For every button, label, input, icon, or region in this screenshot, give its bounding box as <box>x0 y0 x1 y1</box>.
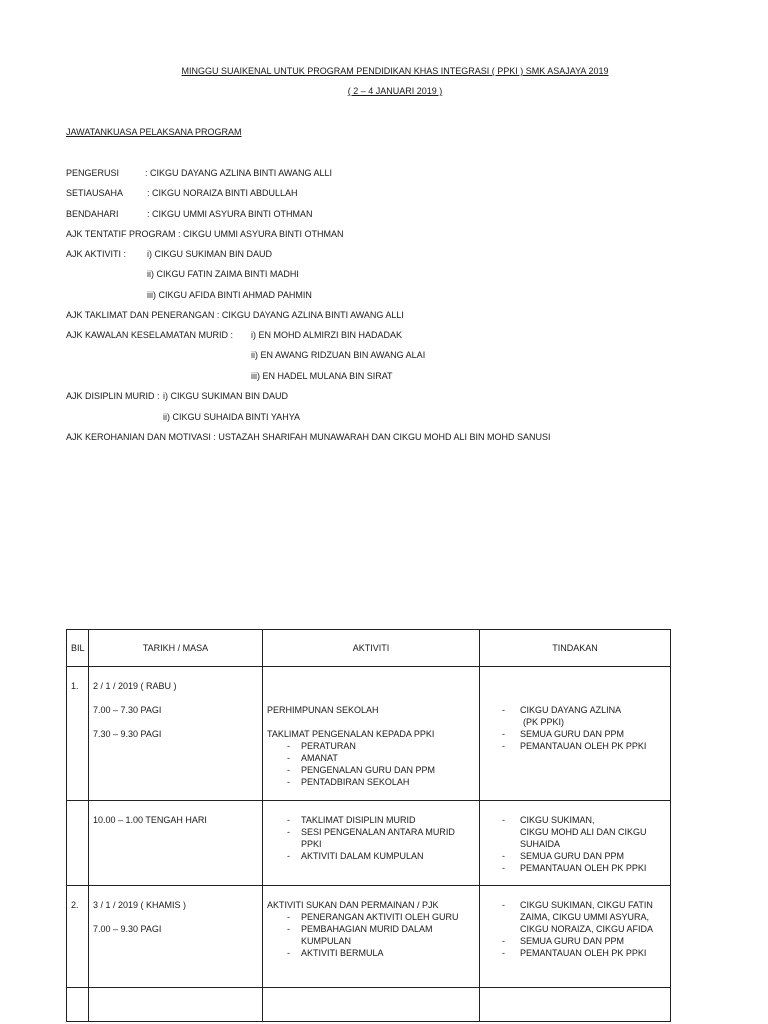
cell-tindakan <box>480 667 671 801</box>
row1-time2: 7.30 – 9.30 PAGI <box>93 729 162 739</box>
pengerusi-label: PENGERUSI <box>66 168 120 178</box>
list-item: - PEMANTAUAN OLEH PK PPKI <box>484 947 666 959</box>
list-item: - AMANAT <box>267 752 475 764</box>
kerohanian-line: AJK KEROHANIAN DAN MOTIVASI : USTAZAH SHARIFAH MUNAWARAH DAN CIKGU MOHD ALI BIN MOHD SANUSI <box>66 432 551 442</box>
row3-date: 3 / 1 / 2019 ( KHAMIS ) <box>93 900 187 910</box>
cell-tarikh <box>89 988 263 1022</box>
list-item: - PEMANTAUAN OLEH PK PPKI <box>484 740 666 752</box>
row1-date: 2 / 1 / 2019 ( RABU ) <box>93 681 177 691</box>
table-row <box>67 801 671 886</box>
aktiviti-member-2: ii) CIKGU FATIN ZAIMA BINTI MADHI <box>147 269 299 279</box>
table-header-row <box>67 630 671 667</box>
list-item: - TAKLIMAT DISIPLIN MURID <box>267 814 475 826</box>
kawalan-member-1: i) EN MOHD ALMIRZI BIN HADADAK <box>251 330 403 340</box>
row1-act-list <box>267 740 475 788</box>
disiplin-label: AJK DISIPLIN MURID : <box>66 391 160 401</box>
table-row <box>67 886 671 988</box>
row2-act-list <box>267 814 475 862</box>
kawalan-member-3: iii) EN HADEL MULANA BIN SIRAT <box>251 371 393 381</box>
row3-tin1b: ZAIMA, CIKGU UMMI ASYURA, <box>520 912 650 922</box>
cell-bil: 1. <box>67 667 89 801</box>
cell-bil <box>67 801 89 886</box>
bendahari-value: : CIKGU UMMI ASYURA BINTI OTHMAN <box>147 209 313 219</box>
cell-aktiviti <box>263 886 480 988</box>
header-tarikh: TARIKH / MASA <box>89 630 263 667</box>
kawalan-member-2: ii) EN AWANG RIDZUAN BIN AWANG ALAI <box>251 350 426 360</box>
taklimat-line: AJK TAKLIMAT DAN PENERANGAN : CIKGU DAYANG AZLINA BINTI AWANG ALLI <box>66 310 404 320</box>
row3-act2b: KUMPULAN <box>301 936 352 946</box>
tentatif-line: AJK TENTATIF PROGRAM : CIKGU UMMI ASYURA BINTI OTHMAN <box>66 229 344 239</box>
committee-heading: JAWATANKUASA PELAKSANA PROGRAM <box>66 127 242 137</box>
cell-tarikh <box>89 801 263 886</box>
row2-tin1b: CIKGU MOHD ALI DAN CIKGU <box>520 827 647 837</box>
kawalan-label: AJK KAWALAN KESELAMATAN MURID : <box>66 330 234 340</box>
table-row <box>67 988 671 1022</box>
cell-tindakan <box>480 801 671 886</box>
row3-tin-list-2 <box>484 935 666 959</box>
cell-tarikh <box>89 886 263 988</box>
row1-act2: TAKLIMAT PENGENALAN KEPADA PPKI <box>267 729 435 739</box>
list-item: - SEMUA GURU DAN PPM <box>484 850 666 862</box>
cell-tarikh <box>89 667 263 801</box>
row2-time: 10.00 – 1.00 TENGAH HARI <box>93 815 207 825</box>
table-row <box>67 667 671 801</box>
row2-tin-list <box>484 814 666 826</box>
row2-tin-list-2 <box>484 850 666 874</box>
list-item: - PENGENALAN GURU DAN PPM <box>267 764 475 776</box>
list-item: - PERATURAN <box>267 740 475 752</box>
row3-tin-list <box>484 899 666 911</box>
setiausaha-label: SETIAUSAHA <box>66 188 124 198</box>
cell-aktiviti <box>263 988 480 1022</box>
row1-tin1b: (PK PPKI) <box>523 717 565 727</box>
pengerusi-value: : CIKGU DAYANG AZLINA BINTI AWANG ALLI <box>145 168 333 178</box>
aktiviti-member-3: iii) CIKGU AFIDA BINTI AHMAD PAHMIN <box>147 290 312 300</box>
list-item: - SEMUA GURU DAN PPM <box>484 935 666 947</box>
list-item: - AKTIVITI DALAM KUMPULAN <box>267 850 475 862</box>
bendahari-label: BENDAHARI <box>66 209 119 219</box>
aktiviti-label: AJK AKTIVITI : <box>66 249 127 259</box>
row3-act-list-2 <box>267 947 475 959</box>
list-item: - PEMBAHAGIAN MURID DALAM <box>267 923 475 935</box>
row3-act-list <box>267 911 475 935</box>
row1-act1: PERHIMPUNAN SEKOLAH <box>267 705 379 715</box>
cell-aktiviti <box>263 801 480 886</box>
row1-tin-list <box>484 704 666 716</box>
list-item: - PENERANGAN AKTIVITI OLEH GURU <box>267 911 475 923</box>
row1-time1: 7.00 – 7.30 PAGI <box>93 705 162 715</box>
list-item: - SEMUA GURU DAN PPM <box>484 728 666 740</box>
setiausaha-value: : CIKGU NORAIZA BINTI ABDULLAH <box>147 188 298 198</box>
row3-act-head: AKTIVITI SUKAN DAN PERMAINAN / PJK <box>267 900 439 910</box>
row3-time: 7.00 – 9.30 PAGI <box>93 924 162 934</box>
cell-tindakan <box>480 886 671 988</box>
document-dates: ( 2 – 4 JANUARI 2019 ) <box>347 86 443 96</box>
header-bil: BIL <box>67 630 89 667</box>
header-tindakan: TINDAKAN <box>480 630 671 667</box>
row3-tin1c: CIKGU NORAIZA, CIKGU AFIDA <box>520 924 654 934</box>
cell-bil <box>67 988 89 1022</box>
list-item: - AKTIVITI BERMULA <box>267 947 475 959</box>
row1-tin-list-2 <box>484 728 666 752</box>
disiplin-member-2: ii) CIKGU SUHAIDA BINTI YAHYA <box>163 412 301 422</box>
list-item: - SESI PENGENALAN ANTARA MURID PPKI <box>267 826 475 850</box>
list-item: - CIKGU DAYANG AZLINA <box>484 704 666 716</box>
list-item: - PENTADBIRAN SEKOLAH <box>267 776 475 788</box>
list-item: - PEMANTAUAN OLEH PK PPKI <box>484 862 666 874</box>
cell-tindakan <box>480 988 671 1022</box>
list-item: - CIKGU SUKIMAN, CIKGU FATIN <box>484 899 666 911</box>
aktiviti-member-1: i) CIKGU SUKIMAN BIN DAUD <box>147 249 273 259</box>
cell-bil: 2. <box>67 886 89 988</box>
schedule-table <box>66 629 671 1022</box>
document-title: MINGGU SUAIKENAL UNTUK PROGRAM PENDIDIKAN KHAS INTEGRASI ( PPKI ) SMK ASAJAYA 2019 <box>181 66 609 76</box>
cell-aktiviti <box>263 667 480 801</box>
list-item: - CIKGU SUKIMAN, <box>484 814 666 826</box>
header-aktiviti: AKTIVITI <box>263 630 480 667</box>
disiplin-member-1: i) CIKGU SUKIMAN BIN DAUD <box>163 391 289 401</box>
row2-tin1c: SUHAIDA <box>520 839 561 849</box>
